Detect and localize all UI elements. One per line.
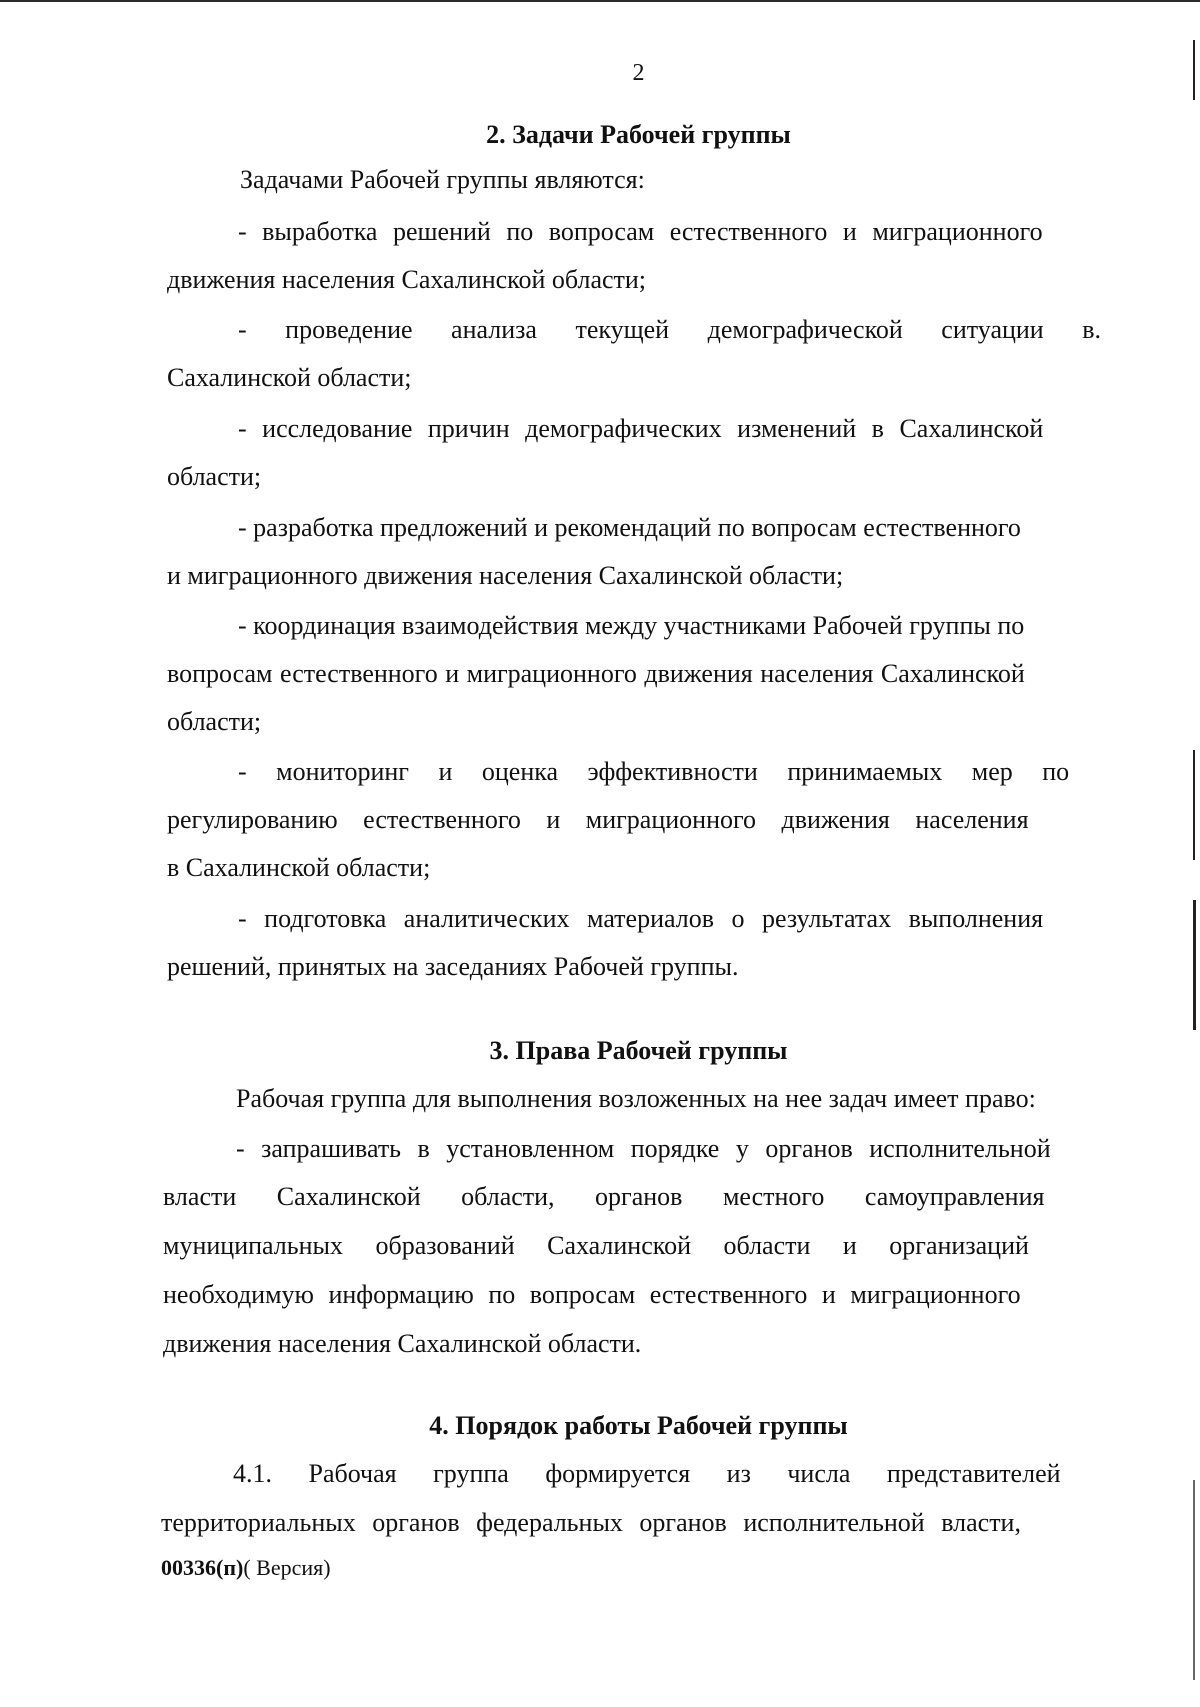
paragraph-line: Задачами Рабочей группы являются: bbox=[240, 165, 645, 194]
footer-code: 00336(п) bbox=[161, 1555, 244, 1580]
paragraph-line: движения населения Сахалинской области; bbox=[167, 265, 647, 294]
paragraph-line: регулированию естественного и миграционного движения населения bbox=[167, 805, 1029, 834]
scan-mark bbox=[1193, 900, 1196, 1030]
paragraph-line: - мониторинг и оценка эффективности принимаемых мер по bbox=[238, 757, 1070, 786]
paragraph-line: - координация взаимодействия между участниками Рабочей группы по bbox=[238, 611, 1025, 640]
paragraph-line: - исследование причин демографических изменений в Сахалинской bbox=[238, 414, 1044, 443]
text-span: - выработка решений по вопросам естественного и миграционного bbox=[238, 217, 1043, 246]
paragraph-line: решений, принятых на заседаниях Рабочей группы. bbox=[167, 952, 739, 981]
paragraph-line: - разработка предложений и рекомендаций по вопросам естественного bbox=[238, 513, 1021, 542]
paragraph-line: территориальных органов федеральных органов исполнительной власти, bbox=[161, 1508, 1021, 1537]
page-number: 2 bbox=[632, 60, 645, 86]
scan-mark bbox=[1193, 750, 1195, 860]
paragraph-line: области; bbox=[167, 462, 262, 491]
paragraph-line: движения населения Сахалинской области. bbox=[163, 1329, 642, 1358]
paragraph-line: области; bbox=[167, 707, 262, 736]
paragraph-line: - проведение анализа текущей демографической ситуации в. bbox=[238, 315, 1101, 344]
paragraph-line: и миграционного движения населения Сахалинской области; bbox=[167, 561, 844, 590]
paragraph-line: власти Сахалинской области, органов местного самоуправления bbox=[163, 1182, 1045, 1211]
scan-mark bbox=[1193, 1480, 1195, 1680]
paragraph-line: в Сахалинской области; bbox=[167, 853, 431, 882]
paragraph-line: 4.1. Рабочая группа формируется из числа представителей bbox=[233, 1459, 1061, 1488]
paragraph-line bbox=[238, 216, 1110, 248]
paragraph-line: - запрашивать в установленном порядке у органов исполнительной bbox=[236, 1134, 1051, 1163]
paragraph-line: необходимую информацию по вопросам естественного и миграционного bbox=[163, 1280, 1021, 1309]
footer-suffix: ( Версия) bbox=[243, 1555, 331, 1580]
scan-top-edge bbox=[0, 0, 1200, 2]
section-heading: 3. Права Рабочей группы bbox=[489, 1036, 788, 1065]
document-footer bbox=[161, 1555, 331, 1581]
section-heading: 2. Задачи Рабочей группы bbox=[486, 120, 791, 149]
paragraph-line: Рабочая группа для выполнения возложенных на нее задач имеет право: bbox=[236, 1084, 1036, 1113]
section-heading: 4. Порядок работы Рабочей группы bbox=[429, 1411, 848, 1440]
paragraph-line: - подготовка аналитических материалов о результатах выполнения bbox=[238, 904, 1044, 933]
paragraph-line: муниципальных образований Сахалинской области и организаций bbox=[163, 1231, 1029, 1260]
paragraph-line: вопросам естественного и миграционного движения населения Сахалинской bbox=[167, 659, 1025, 688]
paragraph-line: Сахалинской области; bbox=[167, 363, 412, 392]
